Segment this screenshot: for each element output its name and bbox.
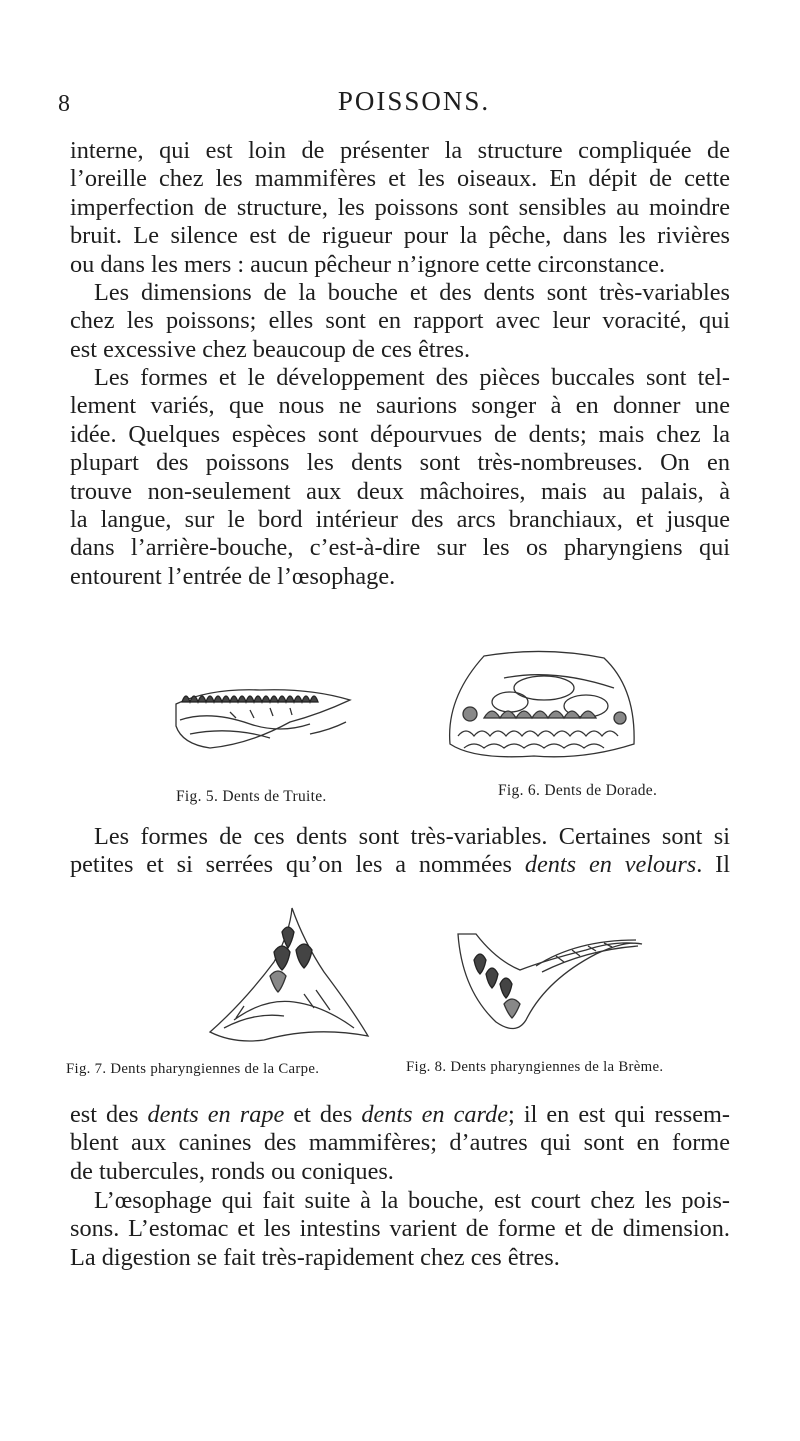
text-line: la langue, sur le bord intérieur des arcs branchiaux, et jusque [70, 506, 730, 534]
text-line: La digestion se fait très-rapidement chez ces êtres. [70, 1243, 560, 1271]
text-line: Les dimensions de la bouche et des dents sont très-variables [94, 279, 730, 306]
paragraph-digestion [70, 1187, 730, 1272]
text-line: entourent l’entrée de l’œsophage. [70, 562, 396, 590]
paragraph-teeth-forms [70, 364, 730, 591]
running-title: POISSONS. [337, 86, 491, 116]
text-line: dans l’arrière-bouche, c’est-à-dire sur les os pharyngiens qui [70, 534, 730, 562]
emphasized-term: dents en rape [147, 1101, 285, 1128]
text-run: et des [284, 1101, 362, 1128]
paragraph-ear-sensitivity [70, 137, 730, 279]
text-line [70, 1101, 730, 1129]
figure-8-caption: Fig. 8. Dents pharyngiennes de la Brème. [406, 1059, 664, 1075]
text-line: est excessive chez beaucoup de ces êtres. [70, 335, 471, 363]
paragraph-mouth-dimensions [70, 279, 730, 364]
text-line: de tubercules, ronds ou coniques. [70, 1157, 394, 1185]
text-line: Les formes et le développement des pièces buccales sont tel- [94, 364, 730, 391]
text-line: chez les poissons; elles sont en rapport avec leur voracité, qui [70, 307, 730, 335]
text-line: plupart des poissons les dents sont très-nombreuses. On en [70, 449, 730, 477]
paragraph-teeth-types [70, 1101, 730, 1186]
trout-teeth-illustration [170, 674, 360, 762]
text-run: petites et si serrées qu’on les a nommées [70, 851, 525, 879]
text-run: ; il en est qui ressem- [508, 1101, 730, 1128]
figure-6-caption: Fig. 6. Dents de Dorade. [498, 782, 658, 799]
text-line: idée. Quelques espèces sont dépourvues de dents; mais chez la [70, 420, 730, 448]
emphasized-term: dents en velours [524, 851, 697, 879]
text-run: est des [70, 1101, 148, 1128]
text-line: interne, qui est loin de présenter la structure compliquée de [70, 137, 730, 164]
text-line: lement variés, que nous ne saurions songer à en donner une [70, 392, 730, 420]
dorade-teeth-illustration [444, 648, 640, 768]
figure-7-caption: Fig. 7. Dents pharyngiennes de la Carpe. [66, 1061, 320, 1077]
text-line: imperfection de structure, les poissons sont sensibles au moindre [70, 193, 730, 221]
text-line: sons. L’estomac et les intestins varient de forme et de dimension. [70, 1215, 730, 1243]
paragraph-velvet-teeth [70, 823, 730, 880]
figure-5-caption: Fig. 5. Dents de Truite. [176, 788, 327, 805]
text-line: ou dans les mers : aucun pêcheur n’ignore cette circonstance. [70, 250, 666, 278]
page-number: 8 [58, 91, 70, 117]
text-line: L’œsophage qui fait suite à la bouche, est court chez les pois- [94, 1187, 730, 1214]
carp-pharyngeal-teeth-illustration [204, 902, 372, 1048]
text-line: bruit. Le silence est de rigueur pour la pêche, dans les rivières [70, 222, 730, 250]
bream-pharyngeal-teeth-illustration [446, 910, 646, 1040]
text-line: Les formes de ces dents sont très-variables. Certaines sont si [94, 823, 730, 850]
emphasized-term: dents en carde [361, 1101, 509, 1128]
text-line: l’oreille chez les mammifères et les oiseaux. En dépit de cette [70, 165, 730, 193]
text-run: . Il [696, 851, 730, 879]
text-line: blent aux canines des mammifères; d’autres qui sont en forme [70, 1129, 730, 1157]
text-line: trouve non-seulement aux deux mâchoires, mais au palais, à [70, 477, 730, 505]
text-line [70, 851, 730, 879]
